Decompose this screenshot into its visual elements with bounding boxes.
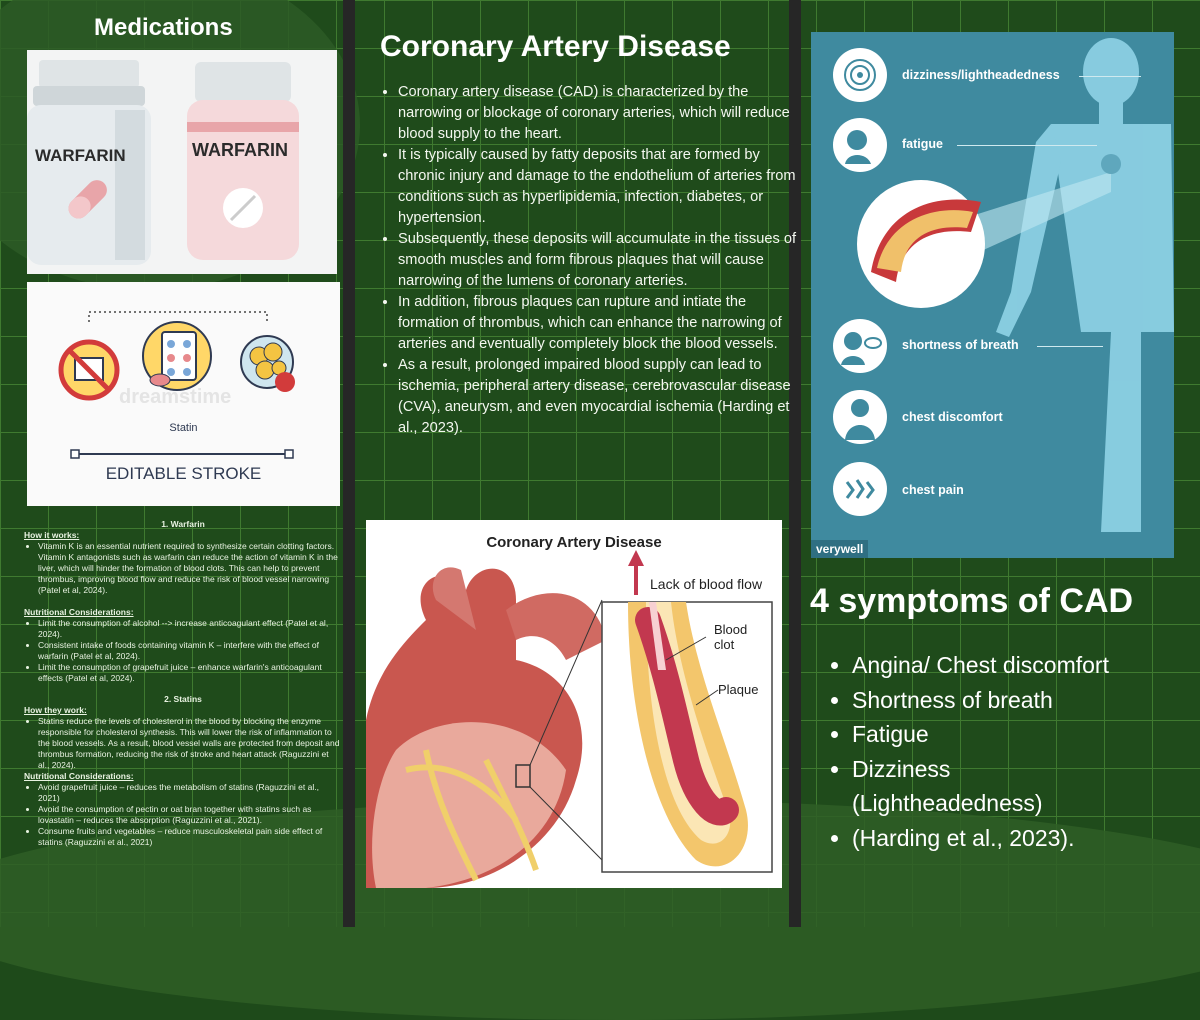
symptom-item: • Dizziness (Lightheadedness)	[852, 752, 1082, 821]
verywell-logo: verywell	[811, 540, 868, 558]
figure-title: Coronary Artery Disease	[486, 534, 662, 551]
warfarin-bottles-image	[27, 50, 337, 274]
cad-bullet: • Subsequently, these deposits will accumulate in the tissues of smooth muscles and form fibrous plaques that will cause narrowing of the lumens of coronary arteries.	[398, 229, 798, 292]
cad-bullet-list	[382, 82, 798, 439]
warfarin-how-list	[24, 541, 342, 596]
bottle2-label: WARFARIN	[192, 140, 288, 160]
cad-bullet: • It is typically caused by fatty deposits that are formed by chronic injury and damage to the endothelium of arteries from conditions such as hyperlipidemia, infection, diabetes, or hypertension.	[398, 145, 798, 229]
warfarin-heading: 1. Warfarin	[161, 519, 205, 529]
statins-nutri-heading: Nutritional Considerations:	[24, 771, 134, 781]
symptom-label-chest-discomfort: chest discomfort	[902, 410, 1003, 424]
lack-of-blood-flow-label: Lack of blood flow	[650, 576, 763, 592]
list-item: • Avoid grapefruit juice – reduces the metabolism of statins (Raguzzini et al., 2021)	[38, 782, 342, 804]
list-item: • Limit the consumption of grapefruit juice – enhance warfarin's anticoagulant effects (Patel et al, 2024).	[38, 662, 342, 684]
statin-caption: Statin	[169, 422, 198, 434]
blood-clot-label: Blood clot	[714, 622, 748, 652]
statins-nutri-list	[24, 782, 342, 848]
list-item: • Vitamin K is an essential nutrient required to synthesize certain clotting factors. Vitamin K antagonists such as warfarin can reduce the action of vitamin K in the liver, which will hinder the formation of blood clots. This can help to prevent thrombus, improving blood flow and reduce the risk of blood vessel narrowing (Patel et al, 2024).	[38, 541, 342, 596]
warfarin-nutri-list	[24, 618, 342, 684]
symptom-connector	[1037, 346, 1103, 347]
watermark-text: dreamstime	[119, 386, 232, 408]
shortness-of-breath-icon	[833, 319, 887, 373]
symptom-label-fatigue: fatigue	[902, 137, 943, 151]
list-item: • Avoid the consumption of pectin or oat bran together with statins such as lovastatin – reduces the absorption (Raguzzini et al., 2021).	[38, 804, 342, 826]
warfarin-how-heading: How it works:	[24, 530, 80, 540]
statin-illustration	[27, 282, 340, 506]
warfarin-section	[24, 519, 342, 848]
statins-how-list	[24, 716, 342, 771]
statins-how-heading: How they work:	[24, 705, 87, 715]
list-item: • Consume fruits and vegetables – reduce musculoskeletal pain side effect of statins (Raguzzini et al., 2021)	[38, 826, 342, 848]
symptoms-title: 4 symptoms of CAD	[810, 582, 1134, 620]
symptoms-list	[830, 648, 1192, 855]
chest-pain-icon	[833, 462, 887, 516]
cad-bullet: • In addition, fibrous plaques can rupture and intiate the formation of thrombus, which can enhance the narrowing of arteries and eventually completely block the blood vessels.	[398, 292, 798, 355]
symptom-label-dizziness: dizziness/lightheadedness	[902, 68, 1060, 82]
cad-title: Coronary Artery Disease	[380, 30, 731, 63]
medications-title: Medications	[94, 14, 233, 41]
list-item: • Consistent intake of foods containing vitamin K – interfere with the effect of warfarin (Patel et al, 2024).	[38, 640, 342, 662]
list-item: • Statins reduce the levels of cholesterol in the blood by blocking the enzyme responsible for cholesterol synthesis. This will lower the risk of inflammation to the blood vessels. As a result, blood vessel walls are protected from deposit and thrombus formation, reducing the risk of stroke and heart attack (Raguzzini et al., 2024).	[38, 716, 342, 771]
symptom-item: • Angina/ Chest discomfort	[852, 648, 1192, 683]
list-item: • Limit the consumption of alcohol --> increase anticoagulant effect (Patel et al, 2024).	[38, 618, 342, 640]
symptom-connector	[957, 145, 1097, 146]
cad-bullet: • As a result, prolonged impaired blood supply can lead to ischemia, peripheral artery disease, cerebrovascular disease (CVA), aneurysm, and even myocardial ischemia (Harding et al., 2023).	[398, 355, 798, 439]
plaque-label: Plaque	[718, 682, 759, 697]
bottle1-label: WARFARIN	[35, 146, 126, 165]
verywell-symptoms-figure	[811, 32, 1174, 558]
symptom-item: • Shortness of breath	[852, 683, 1192, 718]
symptom-connector	[1079, 76, 1141, 77]
symptom-item: • Fatigue	[852, 717, 1192, 752]
chest-discomfort-icon	[833, 390, 887, 444]
dizziness-icon	[833, 48, 887, 102]
symptom-label-chest-pain: chest pain	[902, 483, 964, 497]
editable-stroke-label: EDITABLE STROKE	[105, 464, 262, 483]
warfarin-nutri-heading: Nutritional Considerations:	[24, 607, 134, 617]
cad-heart-figure	[366, 520, 782, 888]
cad-bullet: • Coronary artery disease (CAD) is characterized by the narrowing or blockage of coronary arteries, which will reduce blood supply to the heart.	[398, 82, 798, 145]
symptom-label-shortness: shortness of breath	[902, 338, 1019, 352]
statins-heading: 2. Statins	[164, 694, 202, 704]
fatigue-icon	[833, 118, 887, 172]
column-divider-1	[343, 0, 355, 927]
symptom-item: • (Harding et al., 2023).	[852, 821, 1192, 856]
